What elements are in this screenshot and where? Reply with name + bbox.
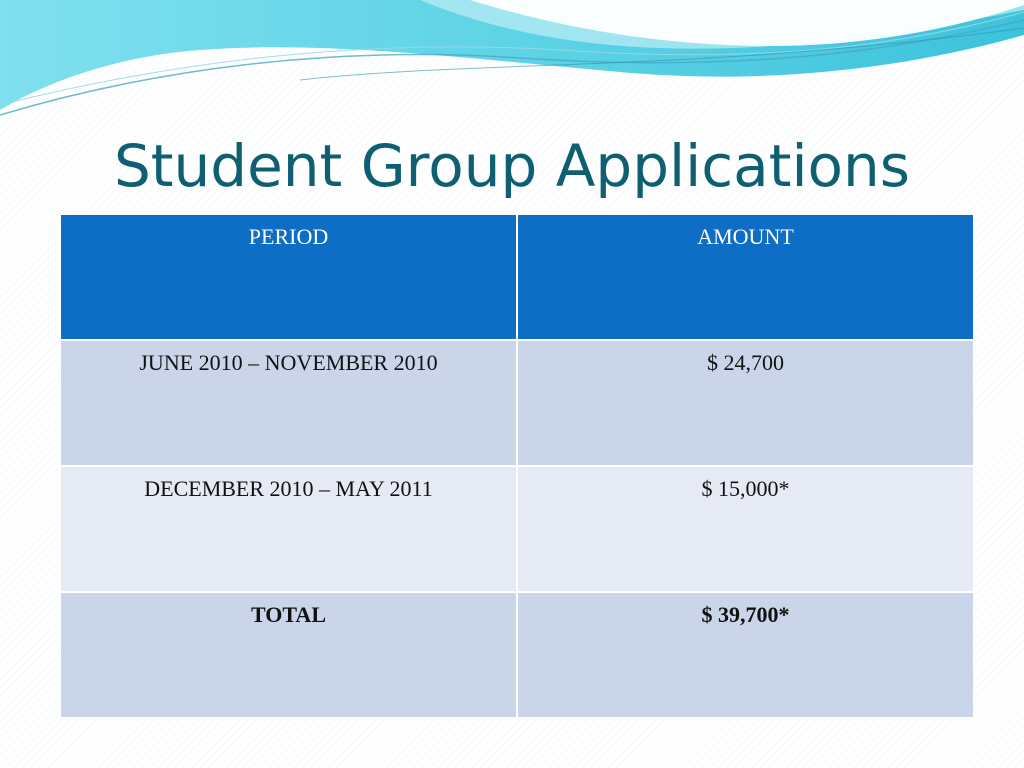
period-cell: DECEMBER 2010 – MAY 2011 (60, 466, 517, 592)
slide-title: Student Group Applications (113, 132, 911, 200)
decorative-wave-banner (0, 0, 1024, 130)
total-amount-cell: $ 39,700* (517, 592, 974, 718)
table-total-row (60, 592, 974, 718)
table-header-row (60, 214, 974, 340)
table-row (60, 466, 974, 592)
total-label-cell: TOTAL (60, 592, 517, 718)
table-row (60, 340, 974, 466)
amount-cell: $ 24,700 (517, 340, 974, 466)
amount-cell: $ 15,000* (517, 466, 974, 592)
column-header-period: PERIOD (60, 214, 517, 340)
column-header-amount: AMOUNT (517, 214, 974, 340)
period-cell: JUNE 2010 – NOVEMBER 2010 (60, 340, 517, 466)
applications-table (59, 213, 975, 719)
